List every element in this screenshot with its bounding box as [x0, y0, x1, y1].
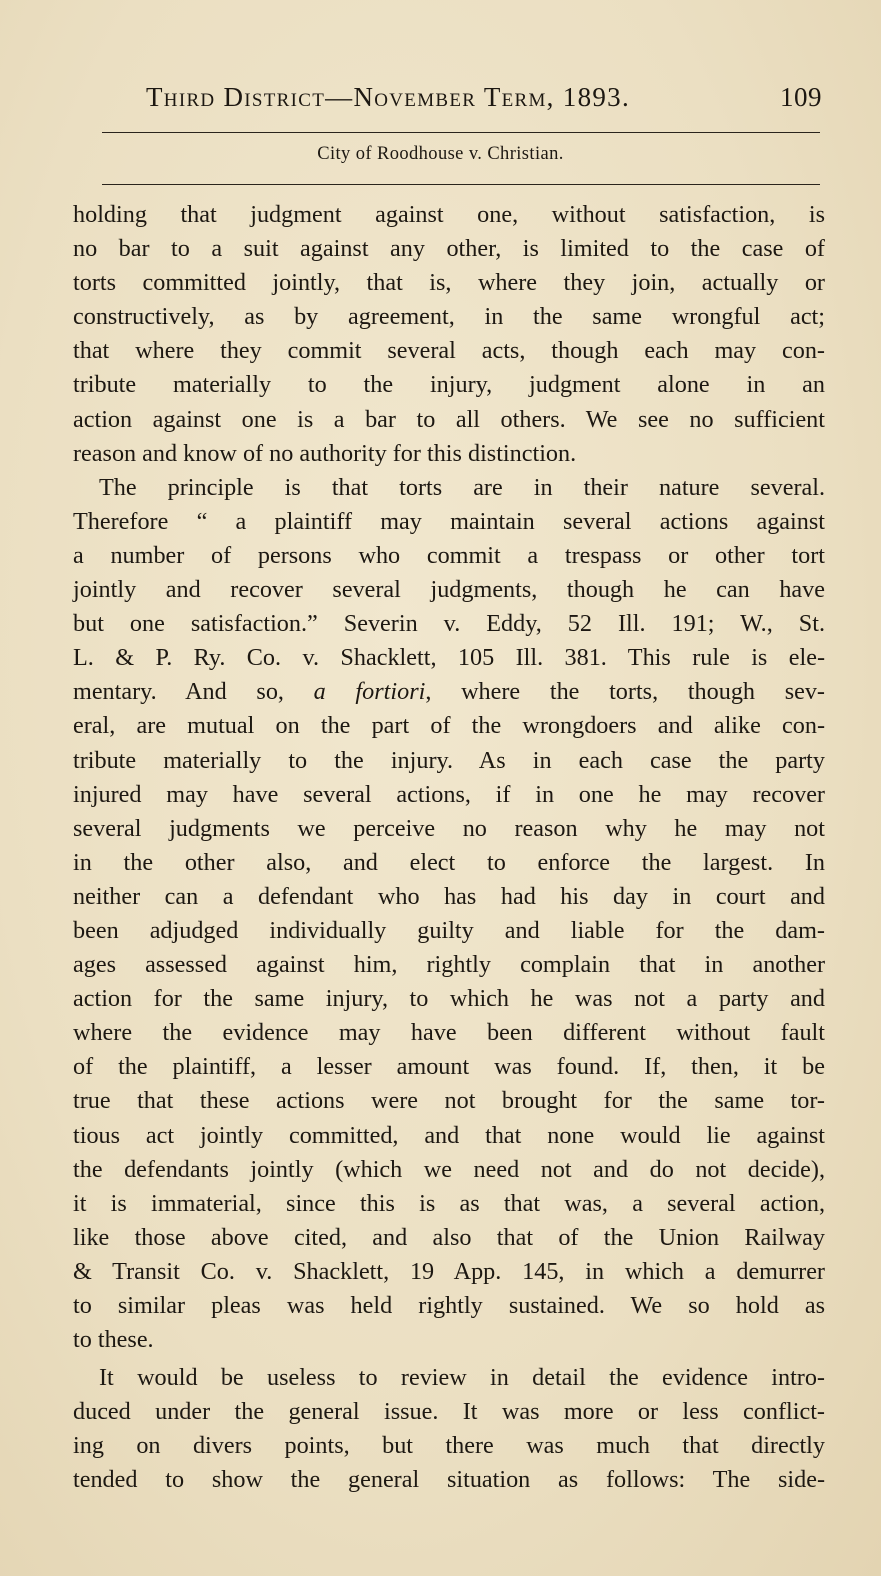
page-number: 109 — [780, 82, 822, 112]
text-line: to similar pleas was held rightly sustained. We so hold as — [73, 1292, 825, 1319]
top-rule — [102, 132, 820, 133]
text-line: it is immaterial, since this is as that was, a several action, — [73, 1189, 825, 1217]
text-line: Therefore “ a plaintiff may maintain several actions against — [73, 507, 825, 535]
text-line: jointly and recover several judgments, though he can have — [73, 576, 825, 604]
opinion-text — [73, 198, 825, 1498]
text-line: & Transit Co. v. Shacklett, 19 App. 145, in which a demurrer — [73, 1257, 825, 1285]
text-line: reason and know of no authority for this distinction. — [73, 439, 577, 467]
case-caption: City of Roodhouse v. Christian. — [317, 144, 564, 164]
text-line: injured may have several actions, if in one he may recover — [73, 780, 825, 808]
text-line: torts committed jointly, that is, where they join, actually or — [73, 269, 825, 297]
running-head-title: Third District—November Term, 1893. — [146, 82, 631, 112]
paragraph-start-line: It would be useless to review in detail the evidence intro- — [99, 1364, 825, 1392]
text-line: that where they commit several acts, though each may con- — [73, 337, 825, 365]
text-segment: mentary. And so, — [73, 678, 314, 706]
paragraph-start-line: The principle is that torts are in their nature several. — [99, 473, 825, 501]
text-line: true that these actions were not brought for the same tor- — [73, 1087, 825, 1115]
text-line: ages assessed against him, rightly complain that in another — [73, 951, 825, 979]
bottom-rule — [102, 184, 820, 185]
text-line: tious act jointly committed, and that none would lie against — [73, 1121, 825, 1149]
text-line: holding that judgment against one, without satisfaction, is — [73, 201, 825, 228]
text-line-with-italic — [73, 675, 825, 709]
running-head — [70, 82, 822, 122]
text-line: L. & P. Ry. Co. v. Shacklett, 105 Ill. 381. This rule is ele- — [73, 644, 825, 672]
text-line: been adjudged individually guilty and liable for the dam- — [73, 916, 825, 944]
text-line: the defendants jointly (which we need not and do not decide), — [73, 1155, 825, 1183]
text-line: tribute materially to the injury, judgment alone in an — [73, 371, 825, 399]
text-line: tribute materially to the injury. As in each case the party — [73, 746, 825, 774]
text-line: neither can a defendant who has had his day in court and — [73, 882, 825, 910]
text-line: action for the same injury, to which he was not a party and — [73, 985, 825, 1013]
text-line: tended to show the general situation as follows: The side- — [73, 1466, 825, 1494]
text-line: a number of persons who commit a trespass or other tort — [73, 541, 825, 569]
text-line: constructively, as by agreement, in the same wrongful act; — [73, 303, 825, 331]
text-line: action against one is a bar to all others. We see no sufficient — [73, 405, 825, 433]
text-line: in the other also, and elect to enforce the largest. In — [73, 848, 825, 876]
italic-phrase: a fortiori — [313, 678, 426, 706]
text-line: to these. — [73, 1326, 154, 1354]
text-line: duced under the general issue. It was more or less conflict- — [73, 1398, 825, 1426]
text-line: but one satisfaction.” Severin v. Eddy, 52 Ill. 191; W., St. — [73, 610, 825, 638]
text-line: no bar to a suit against any other, is limited to the case of — [73, 235, 825, 263]
text-line: ing on divers points, but there was much that directly — [73, 1432, 825, 1460]
text-line: like those above cited, and also that of the Union Railway — [73, 1223, 825, 1251]
text-segment: , where the torts, though sev- — [425, 678, 825, 706]
text-line: of the plaintiff, a lesser amount was found. If, then, it be — [73, 1053, 825, 1081]
text-line: where the evidence may have been different without fault — [73, 1019, 825, 1047]
text-line: eral, are mutual on the part of the wrongdoers and alike con- — [73, 712, 825, 740]
text-line: several judgments we perceive no reason why he may not — [73, 814, 825, 842]
